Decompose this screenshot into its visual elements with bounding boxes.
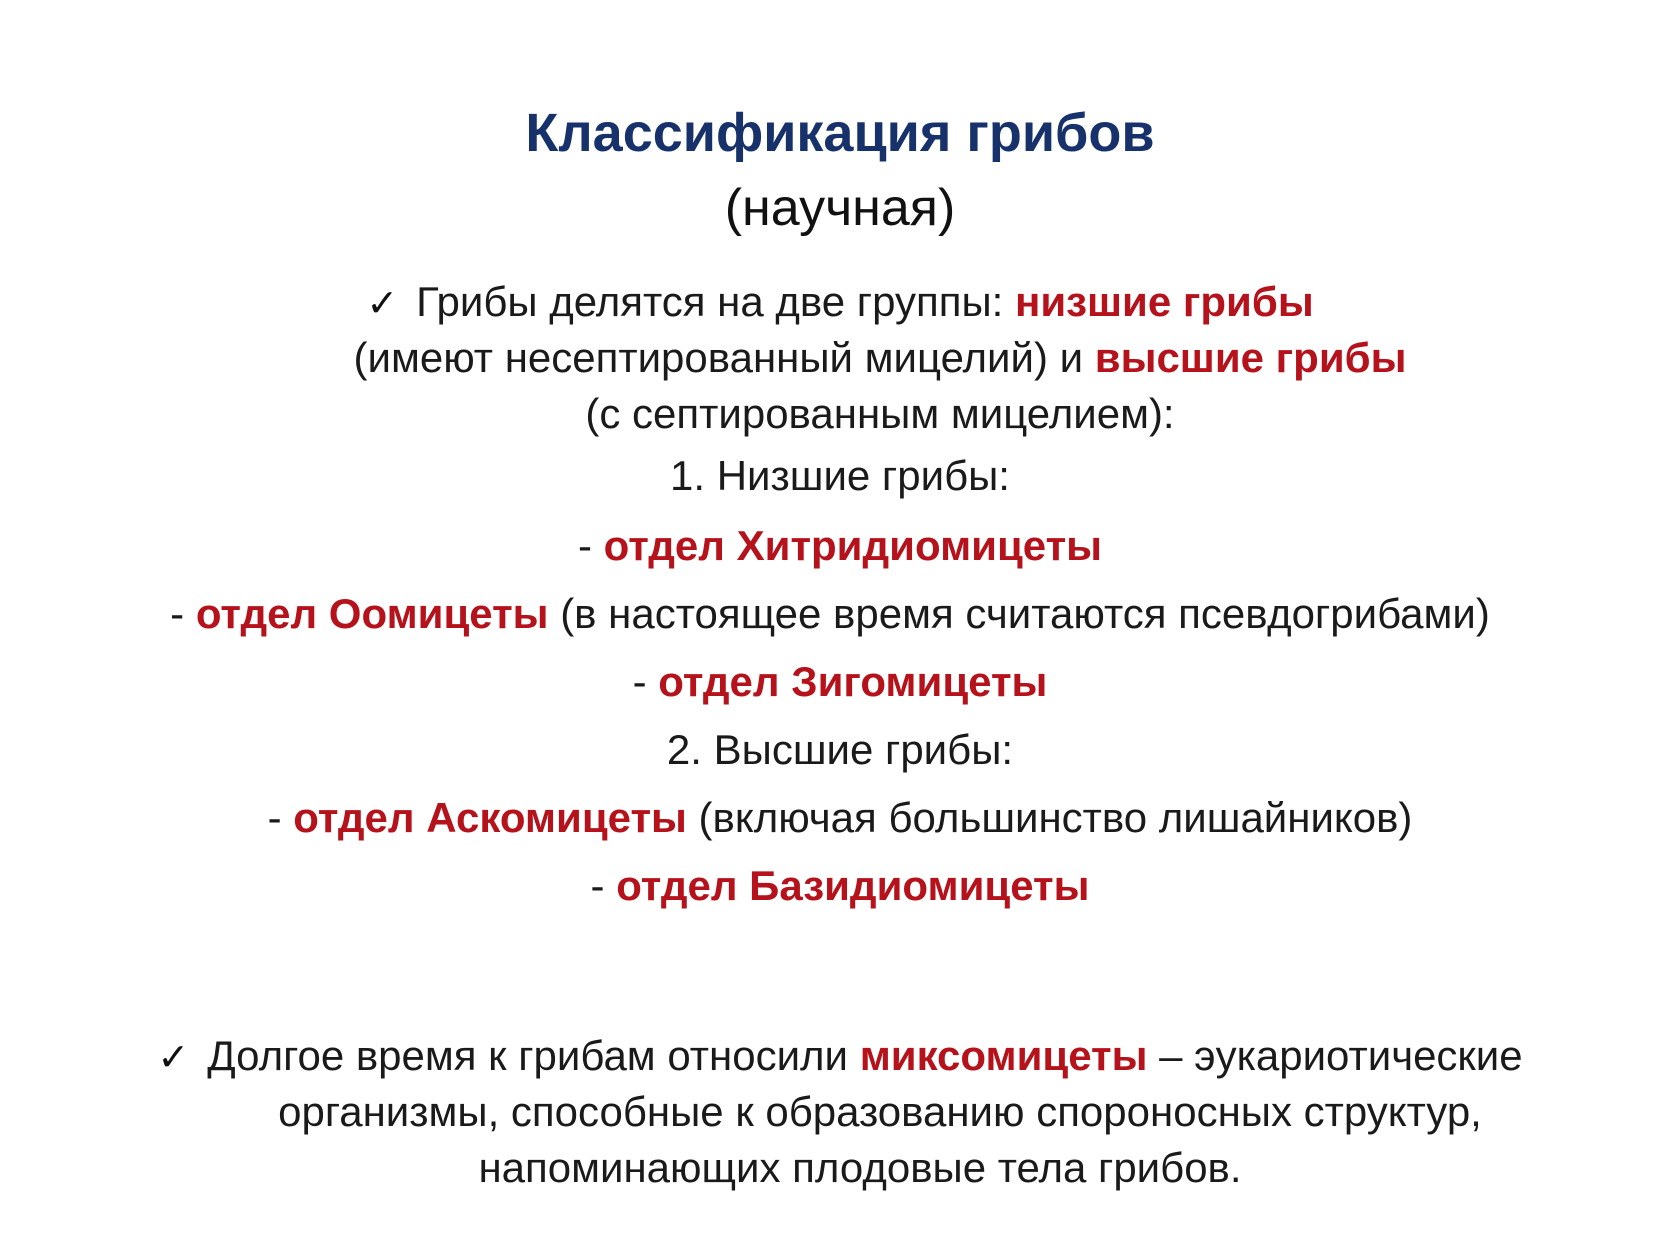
division-chytridiomycota: отдел Хитридиомицеты: [603, 522, 1103, 569]
bullet1-line2: [40, 330, 1680, 386]
checkmark-icon: ✓: [366, 281, 399, 325]
page-title: Классификация грибов: [525, 103, 1155, 163]
bullet1-text2: (имеют несептированный мицелий) и: [353, 334, 1095, 381]
list-item-dash: -: [632, 658, 659, 705]
division-zygomycota: отдел Зигомицеты: [658, 658, 1048, 705]
list-item: [0, 586, 1670, 642]
list-item-dash: -: [170, 590, 196, 637]
bullet2-text1: Долгое время к грибам относили: [207, 1032, 860, 1079]
division-basidiomycota: отдел Базидиомицеты: [616, 862, 1090, 909]
bullet1-lower-fungi: низшие грибы: [1014, 278, 1314, 325]
division-oomycota-note: (в настоящее время считаются псевдогрибами): [548, 590, 1490, 637]
bullet2-line3: напоминающих плодовые тела грибов.: [478, 1144, 1242, 1191]
bullet2-line2: организмы, способные к образованию спороносных структур,: [278, 1088, 1482, 1135]
list-item: [0, 858, 1680, 914]
lower-fungi-heading: 1. Низшие грибы:: [670, 452, 1010, 499]
list-item: [0, 518, 1680, 574]
list-item-dash: -: [590, 862, 617, 909]
list-item: [0, 790, 1680, 846]
page-subtitle: (научная): [724, 179, 956, 237]
checkmark-icon: ✓: [157, 1035, 190, 1079]
list-item: [0, 654, 1680, 710]
list-item-dash: -: [267, 794, 294, 841]
bullet2-myxomycetes: миксомицеты: [859, 1032, 1148, 1079]
higher-fungi-heading: 2. Высшие грибы:: [666, 726, 1014, 773]
division-oomycota: отдел Оомицеты: [195, 590, 549, 637]
division-ascomycota-note: (включая большинство лишайников): [686, 794, 1413, 841]
list-item-dash: -: [577, 522, 604, 569]
bullet1-line1: [0, 274, 1680, 331]
bullet1-text3: (с септированным мицелием):: [585, 390, 1175, 437]
division-ascomycota: отдел Аскомицеты: [293, 794, 687, 841]
bullet2-line1: [0, 1028, 1680, 1085]
bullet1-higher-fungi: высшие грибы: [1094, 334, 1407, 381]
bullet2-text2: – эукариотические: [1147, 1032, 1523, 1079]
bullet1-text1: Грибы делятся на две группы:: [416, 278, 1015, 325]
bullet1-line3: [40, 386, 1680, 442]
